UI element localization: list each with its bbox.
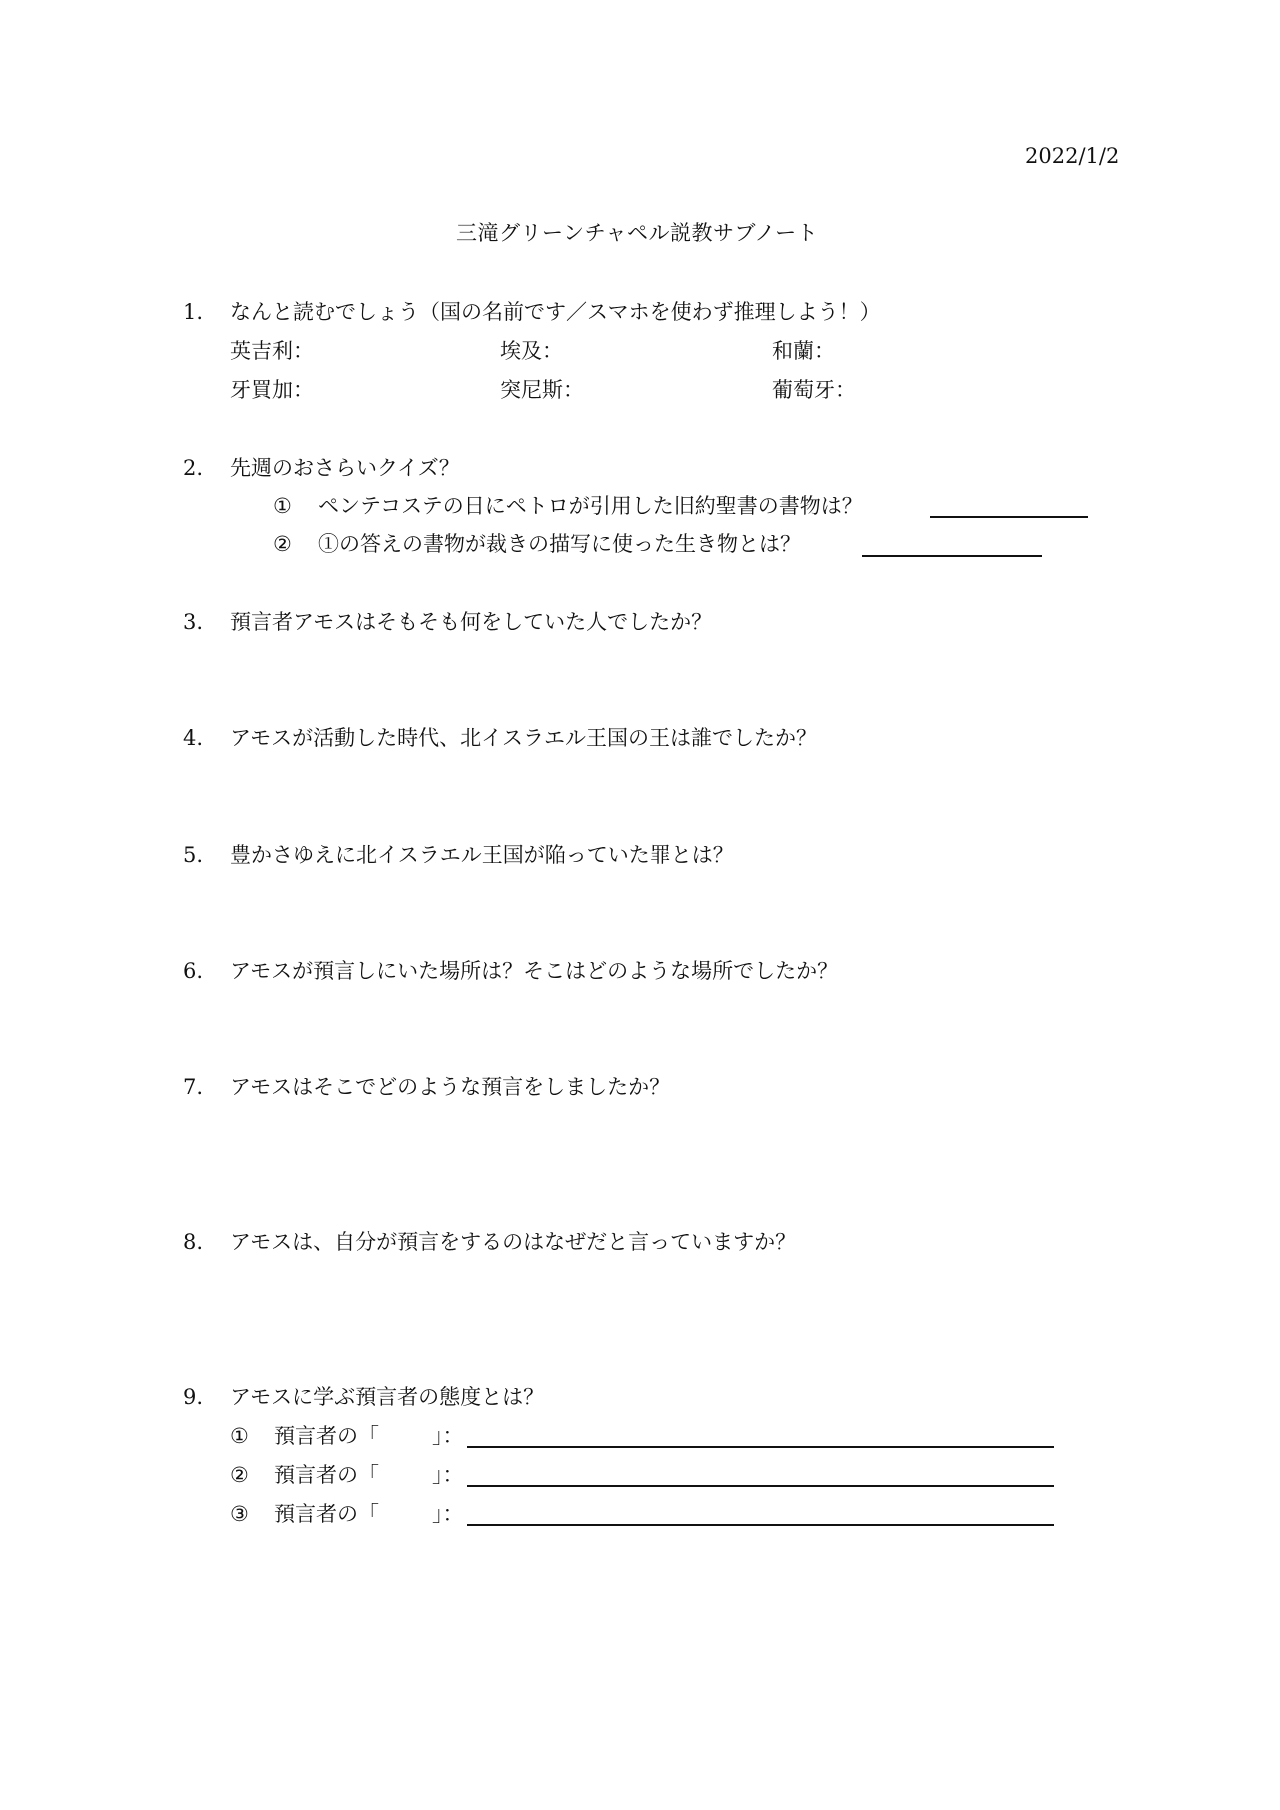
sub-prefix: 預言者の「	[274, 1424, 379, 1448]
country-item: 埃及：	[500, 339, 563, 363]
question-number: 7.	[183, 1075, 204, 1099]
answer-blank[interactable]	[467, 1524, 1054, 1526]
sub-question-text: ①の答えの書物が裁きの描写に使った生き物とは？	[318, 532, 801, 556]
question-number: 4.	[183, 726, 204, 750]
question-text: アモスは、自分が預言をするのはなぜだと言っていますか？	[230, 1230, 797, 1254]
question-text: アモスが活動した時代、北イスラエル王国の王は誰でしたか？	[230, 726, 817, 750]
question-text: 預言者アモスはそもそも何をしていた人でしたか？	[230, 610, 713, 634]
question-number: 9.	[183, 1385, 204, 1409]
sub-marker: ②	[230, 1463, 249, 1487]
question-number: 5.	[183, 843, 204, 867]
sub-prefix: 預言者の「	[274, 1502, 379, 1526]
answer-blank[interactable]	[930, 516, 1088, 518]
answer-blank[interactable]	[862, 555, 1042, 557]
sub-marker: ②	[273, 532, 292, 556]
sub-suffix: 」：	[432, 1424, 464, 1448]
answer-blank[interactable]	[467, 1485, 1054, 1487]
question-text: 豊かさゆえに北イスラエル王国が陥っていた罪とは？	[230, 843, 734, 867]
question-number: 3.	[183, 610, 204, 634]
question-text: アモスはそこでどのような預言をしましたか？	[230, 1075, 671, 1099]
question-number: 2.	[183, 456, 204, 480]
question-number: 1.	[183, 300, 204, 324]
sub-prefix: 預言者の「	[274, 1463, 379, 1487]
sub-question-text: ペンテコステの日にペトロが引用した旧約聖書の書物は？	[318, 494, 863, 518]
country-item: 和蘭：	[772, 339, 835, 363]
country-item: 英吉利：	[230, 339, 314, 363]
question-text: なんと読むでしょう（国の名前です／スマホを使わず推理しよう！）	[230, 300, 881, 324]
question-text: アモスが預言しにいた場所は？そこはどのような場所でしたか？	[230, 959, 839, 983]
country-item: 牙買加：	[230, 378, 314, 402]
country-item: 突尼斯：	[500, 378, 584, 402]
question-text: 先週のおさらいクイズ？	[230, 456, 460, 480]
question-text: アモスに学ぶ預言者の態度とは？	[230, 1385, 545, 1409]
sub-marker: ③	[230, 1502, 249, 1526]
country-item: 葡萄牙：	[772, 378, 856, 402]
question-number: 6.	[183, 959, 204, 983]
page-title: 三滝グリーンチャペル説教サブノート	[456, 221, 819, 245]
sub-suffix: 」：	[432, 1502, 464, 1526]
document-date: 2022/1/2	[1025, 144, 1120, 168]
question-number: 8.	[183, 1230, 204, 1254]
answer-blank[interactable]	[467, 1446, 1054, 1448]
sub-marker: ①	[230, 1424, 249, 1448]
sub-marker: ①	[273, 494, 292, 518]
sub-suffix: 」：	[432, 1463, 464, 1487]
